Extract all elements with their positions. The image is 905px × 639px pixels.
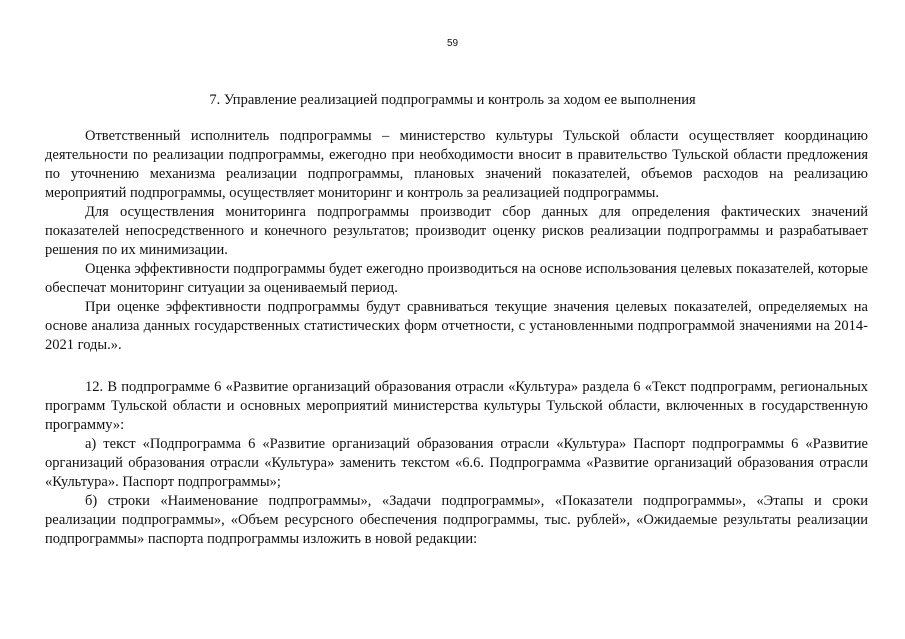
page-number: 59	[446, 38, 459, 49]
paragraph-subitem-a: а) текст «Подпрограмма 6 «Развитие организаций образования отрасли «Культура» Паспорт подпрограммы 6 «Развитие организаций образования отрасли «Культура» заменить текстом «6.6. Подпрограмма «Развитие организаций образования отрасли «Культура». Паспорт подпрограммы»;	[45, 436, 868, 490]
section-body	[45, 127, 868, 355]
section-heading: 7. Управление реализацией подпрограммы и контроль за ходом ее выполнения	[209, 92, 696, 108]
paragraph-efficiency-evaluation: Оценка эффективности подпрограммы будет ежегодно производиться на основе использования целевых показателей, которые обеспечат мониторинг ситуации за оцениваемый период.	[45, 261, 868, 296]
paragraph-item-12: 12. В подпрограмме 6 «Развитие организаций образования отрасли «Культура» раздела 6 «Текст подпрограмм, региональных программ Тульской области и основных мероприятий министерства культуры Тульской области, включенных в государственную программу»:	[45, 379, 868, 433]
paragraph-monitoring: Для осуществления мониторинга подпрограммы производит сбор данных для определения фактических значений показателей непосредственного и конечного результатов; производит оценку рисков реализации подпрограммы и разрабатывает решения по их минимизации.	[45, 204, 868, 258]
paragraph-responsible-executor: Ответственный исполнитель подпрограммы – министерство культуры Тульской области осуществляет координацию деятельности по реализации подпрограммы, ежегодно при необходимости вносит в правительство Тульской области предложения по уточнению механизма реализации подпрограммы, плановых значений показателей, объемов расходов на реализацию мероприятий подпрограммы, осуществляет мониторинг и контроль за реализацией подпрограммы.	[45, 128, 868, 201]
amendment-body	[45, 378, 868, 549]
paragraph-subitem-b: б) строки «Наименование подпрограммы», «Задачи подпрограммы», «Показатели подпрограммы», «Этапы и сроки реализации подпрограммы», «Объем ресурсного обеспечения подпрограммы, тыс. рублей», «Ожидаемые результаты реализации подпрограммы» паспорта подпрограммы изложить в новой редакции:	[45, 493, 868, 547]
paragraph-indicator-comparison: При оценке эффективности подпрограммы будут сравниваться текущие значения целевых показателей, определяемых на основе анализа данных государственных статистических форм отчетности, с установленными подпрограммой значениями на 2014-2021 годы.».	[45, 299, 868, 353]
